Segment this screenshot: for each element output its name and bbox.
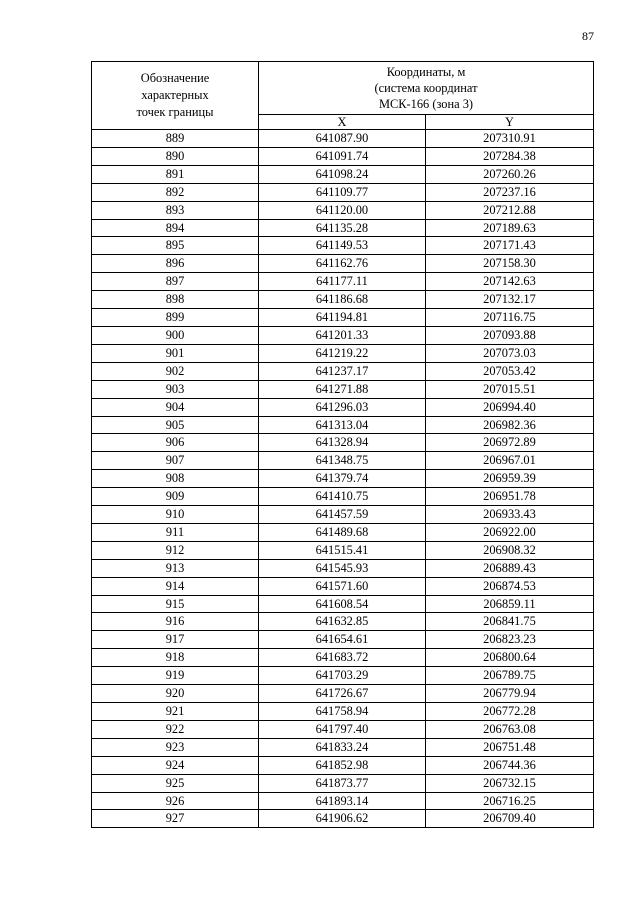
- point-cell: 915: [92, 595, 259, 613]
- table-row: [92, 559, 594, 577]
- point-cell: 917: [92, 631, 259, 649]
- y-coordinate-cell: 206859.11: [426, 595, 594, 613]
- y-coordinate-cell: 206732.15: [426, 774, 594, 792]
- point-cell: 927: [92, 810, 259, 828]
- table-row: [92, 416, 594, 434]
- y-coordinate-cell: 206751.48: [426, 738, 594, 756]
- y-coordinate-cell: 207053.42: [426, 362, 594, 380]
- y-coordinate-cell: 207142.63: [426, 273, 594, 291]
- x-coordinate-cell: 641194.81: [259, 309, 426, 327]
- table-row: [92, 774, 594, 792]
- x-coordinate-cell: 641177.11: [259, 273, 426, 291]
- table-row: [92, 667, 594, 685]
- y-coordinate-cell: 207237.16: [426, 183, 594, 201]
- table-row: [92, 398, 594, 416]
- x-coordinate-cell: 641271.88: [259, 380, 426, 398]
- x-coordinate-cell: 641703.29: [259, 667, 426, 685]
- y-column-header: Y: [426, 115, 594, 130]
- point-cell: 890: [92, 147, 259, 165]
- y-coordinate-cell: 206763.08: [426, 720, 594, 738]
- table-row: [92, 219, 594, 237]
- y-coordinate-cell: 207015.51: [426, 380, 594, 398]
- point-cell: 898: [92, 291, 259, 309]
- x-coordinate-cell: 641162.76: [259, 255, 426, 273]
- point-cell: 914: [92, 577, 259, 595]
- table-row: [92, 613, 594, 631]
- point-cell: 899: [92, 309, 259, 327]
- point-cell: 912: [92, 541, 259, 559]
- table-row: [92, 631, 594, 649]
- x-coordinate-cell: 641906.62: [259, 810, 426, 828]
- table-row: [92, 792, 594, 810]
- x-coordinate-cell: 641833.24: [259, 738, 426, 756]
- point-cell: 907: [92, 452, 259, 470]
- y-coordinate-cell: 206874.53: [426, 577, 594, 595]
- table-row: [92, 344, 594, 362]
- x-coordinate-cell: 641087.90: [259, 130, 426, 148]
- table-row: [92, 201, 594, 219]
- y-coordinate-cell: 207189.63: [426, 219, 594, 237]
- x-coordinate-cell: 641135.28: [259, 219, 426, 237]
- point-cell: 896: [92, 255, 259, 273]
- x-coordinate-cell: 641683.72: [259, 649, 426, 667]
- x-coordinate-cell: 641654.61: [259, 631, 426, 649]
- table-row: [92, 183, 594, 201]
- x-coordinate-cell: 641797.40: [259, 720, 426, 738]
- table-row: [92, 309, 594, 327]
- x-coordinate-cell: 641098.24: [259, 165, 426, 183]
- y-coordinate-cell: 206789.75: [426, 667, 594, 685]
- point-header-line-3: точек границы: [136, 105, 214, 119]
- table-row: [92, 291, 594, 309]
- y-coordinate-cell: 207093.88: [426, 326, 594, 344]
- point-cell: 913: [92, 559, 259, 577]
- y-coordinate-cell: 206889.43: [426, 559, 594, 577]
- x-coordinate-cell: 641457.59: [259, 506, 426, 524]
- point-cell: 926: [92, 792, 259, 810]
- point-cell: 903: [92, 380, 259, 398]
- x-coordinate-cell: 641515.41: [259, 541, 426, 559]
- point-cell: 919: [92, 667, 259, 685]
- coords-header-line-3: МСК-166 (зона 3): [378, 97, 474, 111]
- table-row: [92, 720, 594, 738]
- table-row: [92, 380, 594, 398]
- y-coordinate-cell: 206823.23: [426, 631, 594, 649]
- y-coordinate-cell: 206709.40: [426, 810, 594, 828]
- table-row: [92, 237, 594, 255]
- y-coordinate-cell: 206908.32: [426, 541, 594, 559]
- x-coordinate-cell: 641379.74: [259, 470, 426, 488]
- coordinates-table: [91, 61, 594, 828]
- x-coordinate-cell: 641328.94: [259, 434, 426, 452]
- table-row: [92, 685, 594, 703]
- point-cell: 894: [92, 219, 259, 237]
- point-header-line-1: Обозначение: [140, 71, 210, 85]
- point-cell: 891: [92, 165, 259, 183]
- point-cell: 910: [92, 506, 259, 524]
- point-cell: 925: [92, 774, 259, 792]
- x-column-header: X: [259, 115, 426, 130]
- x-coordinate-cell: 641219.22: [259, 344, 426, 362]
- x-coordinate-cell: 641571.60: [259, 577, 426, 595]
- point-cell: 922: [92, 720, 259, 738]
- table-row: [92, 273, 594, 291]
- table-row: [92, 756, 594, 774]
- y-coordinate-cell: 206744.36: [426, 756, 594, 774]
- point-cell: 895: [92, 237, 259, 255]
- x-coordinate-cell: 641758.94: [259, 703, 426, 721]
- x-coordinate-cell: 641186.68: [259, 291, 426, 309]
- point-cell: 908: [92, 470, 259, 488]
- x-coordinate-cell: 641410.75: [259, 488, 426, 506]
- table-row: [92, 434, 594, 452]
- point-cell: 889: [92, 130, 259, 148]
- coordinates-table-body: [92, 130, 594, 828]
- x-coordinate-cell: 641893.14: [259, 792, 426, 810]
- table-row: [92, 362, 594, 380]
- table-row: [92, 147, 594, 165]
- y-coordinate-cell: 207116.75: [426, 309, 594, 327]
- coords-header-line-1: Координаты, м: [386, 65, 466, 79]
- point-cell: 920: [92, 685, 259, 703]
- y-coordinate-cell: 206982.36: [426, 416, 594, 434]
- page-number: 87: [582, 29, 594, 43]
- point-cell: 916: [92, 613, 259, 631]
- point-cell: 892: [92, 183, 259, 201]
- y-coordinate-cell: 207132.17: [426, 291, 594, 309]
- point-cell: 902: [92, 362, 259, 380]
- point-cell: 923: [92, 738, 259, 756]
- table-row: [92, 506, 594, 524]
- x-coordinate-cell: 641149.53: [259, 237, 426, 255]
- table-row: [92, 470, 594, 488]
- y-coordinate-cell: 206933.43: [426, 506, 594, 524]
- y-coordinate-cell: 207310.91: [426, 130, 594, 148]
- y-coordinate-cell: 207212.88: [426, 201, 594, 219]
- point-cell: 905: [92, 416, 259, 434]
- x-coordinate-cell: 641632.85: [259, 613, 426, 631]
- point-cell: 901: [92, 344, 259, 362]
- point-cell: 909: [92, 488, 259, 506]
- table-row: [92, 165, 594, 183]
- x-coordinate-cell: 641296.03: [259, 398, 426, 416]
- point-cell: 893: [92, 201, 259, 219]
- table-row: [92, 326, 594, 344]
- table-row: [92, 488, 594, 506]
- y-coordinate-cell: 206959.39: [426, 470, 594, 488]
- x-coordinate-cell: 641348.75: [259, 452, 426, 470]
- point-cell: 911: [92, 523, 259, 541]
- coordinates-group-header: [259, 62, 594, 115]
- x-coordinate-cell: 641726.67: [259, 685, 426, 703]
- point-cell: 906: [92, 434, 259, 452]
- point-header-line-2: характерных: [141, 88, 209, 102]
- point-column-header: [92, 62, 259, 130]
- x-coordinate-cell: 641091.74: [259, 147, 426, 165]
- table-row: [92, 649, 594, 667]
- x-coordinate-cell: 641873.77: [259, 774, 426, 792]
- table-row: [92, 595, 594, 613]
- y-coordinate-cell: 206951.78: [426, 488, 594, 506]
- point-cell: 904: [92, 398, 259, 416]
- table-row: [92, 577, 594, 595]
- x-coordinate-cell: 641201.33: [259, 326, 426, 344]
- y-coordinate-cell: 207073.03: [426, 344, 594, 362]
- y-coordinate-cell: 206779.94: [426, 685, 594, 703]
- x-coordinate-cell: 641545.93: [259, 559, 426, 577]
- point-cell: 897: [92, 273, 259, 291]
- x-coordinate-cell: 641313.04: [259, 416, 426, 434]
- y-coordinate-cell: 206922.00: [426, 523, 594, 541]
- point-cell: 900: [92, 326, 259, 344]
- x-coordinate-cell: 641109.77: [259, 183, 426, 201]
- x-coordinate-cell: 641852.98: [259, 756, 426, 774]
- y-coordinate-cell: 207158.30: [426, 255, 594, 273]
- y-coordinate-cell: 206841.75: [426, 613, 594, 631]
- y-coordinate-cell: 206716.25: [426, 792, 594, 810]
- y-coordinate-cell: 207284.38: [426, 147, 594, 165]
- point-cell: 918: [92, 649, 259, 667]
- x-coordinate-cell: 641608.54: [259, 595, 426, 613]
- table-row: [92, 738, 594, 756]
- table-row: [92, 810, 594, 828]
- y-coordinate-cell: 206772.28: [426, 703, 594, 721]
- table-row: [92, 703, 594, 721]
- y-coordinate-cell: 206994.40: [426, 398, 594, 416]
- y-coordinate-cell: 206800.64: [426, 649, 594, 667]
- x-coordinate-cell: 641120.00: [259, 201, 426, 219]
- y-coordinate-cell: 206967.01: [426, 452, 594, 470]
- coords-header-line-2: (система координат: [374, 81, 478, 95]
- table-row: [92, 255, 594, 273]
- point-cell: 921: [92, 703, 259, 721]
- y-coordinate-cell: 207260.26: [426, 165, 594, 183]
- table-row: [92, 130, 594, 148]
- y-coordinate-cell: 206972.89: [426, 434, 594, 452]
- table-row: [92, 541, 594, 559]
- point-cell: 924: [92, 756, 259, 774]
- x-coordinate-cell: 641489.68: [259, 523, 426, 541]
- table-row: [92, 523, 594, 541]
- table-row: [92, 452, 594, 470]
- x-coordinate-cell: 641237.17: [259, 362, 426, 380]
- y-coordinate-cell: 207171.43: [426, 237, 594, 255]
